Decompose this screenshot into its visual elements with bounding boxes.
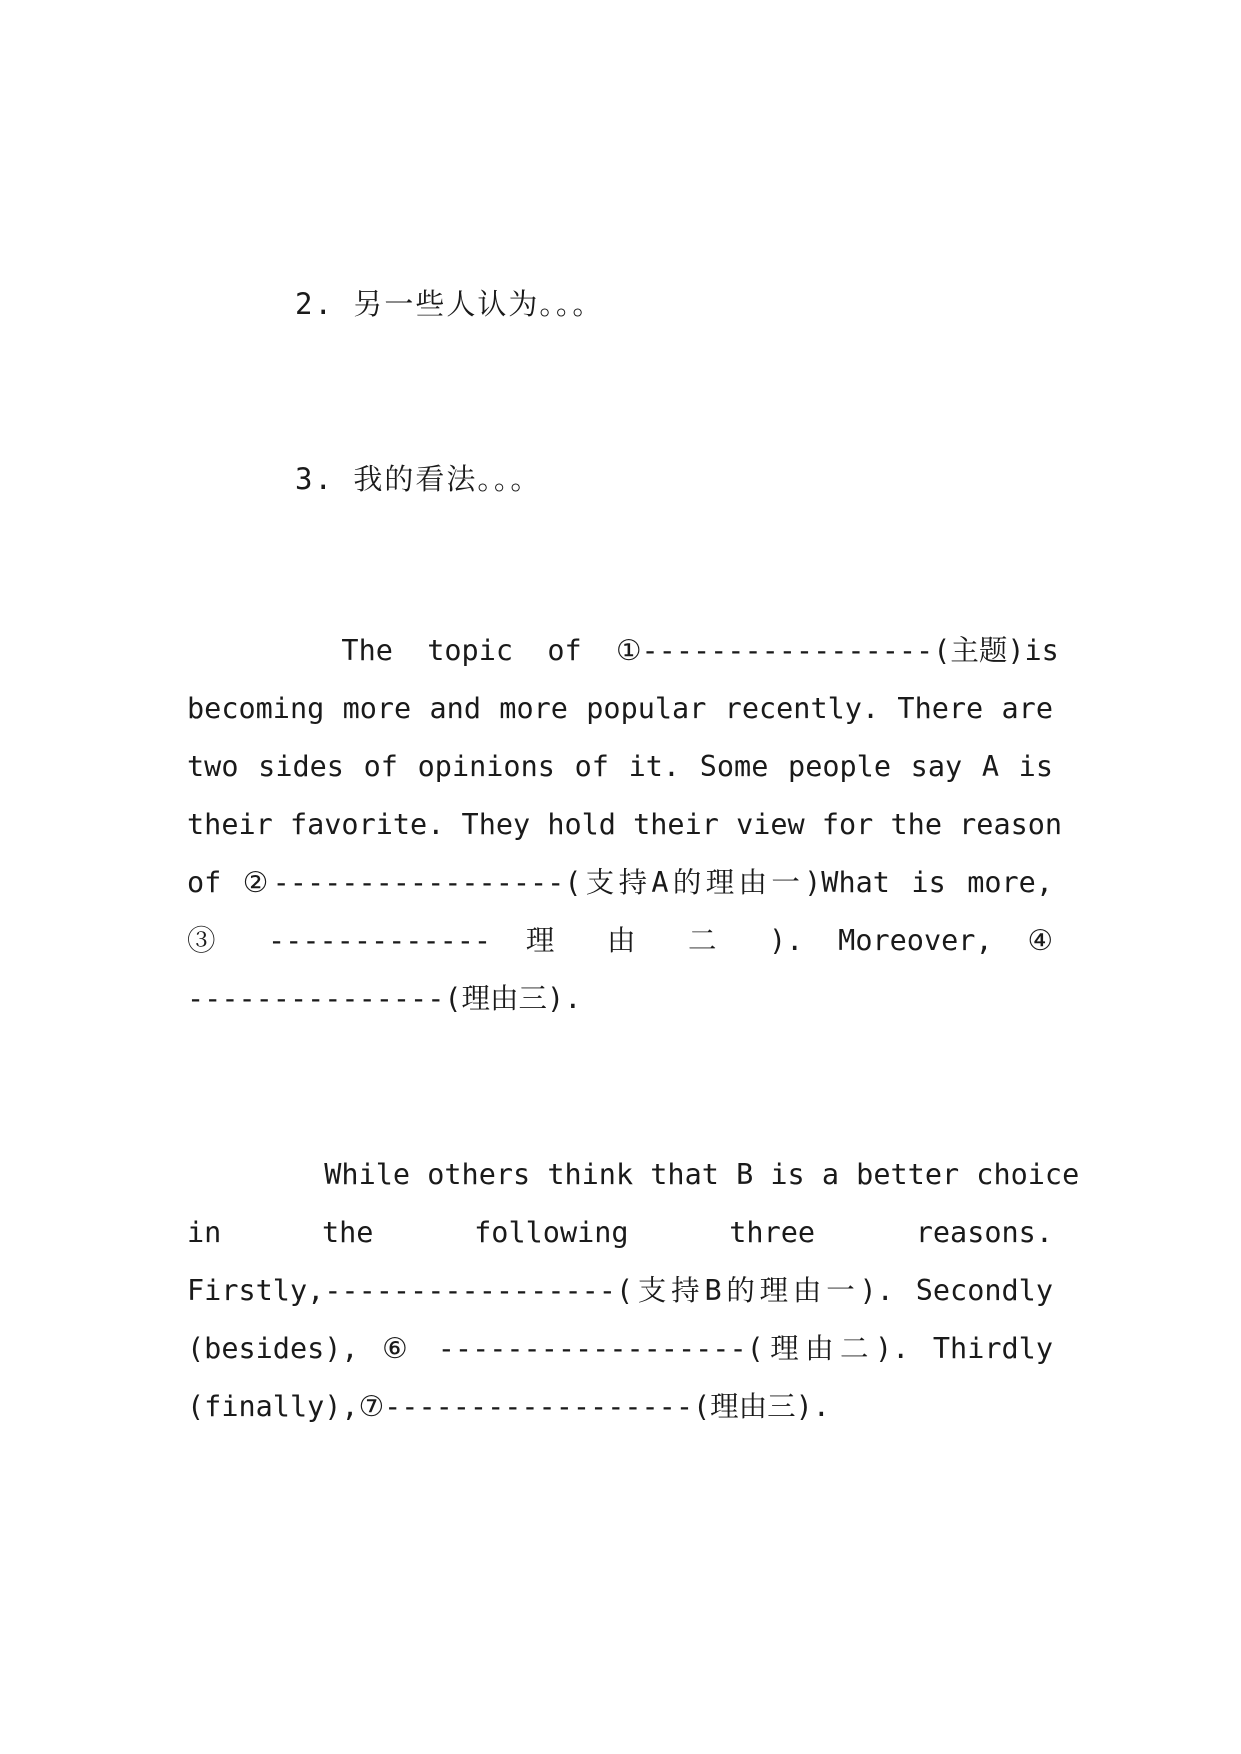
paragraph-2 bbox=[187, 1146, 1080, 1436]
paragraph-1 bbox=[187, 622, 1063, 1028]
paragraph-1-line: two sides of opinions of it. Some people say A is bbox=[187, 750, 1053, 783]
paragraph-1-line: ---------------(理由三). bbox=[187, 982, 582, 1015]
paragraph-1-line: The topic of ①-----------------(主题)is bbox=[187, 634, 1059, 667]
paragraph-2-line: Firstly,-----------------(支持B的理由一). Secondly bbox=[187, 1274, 1053, 1307]
list-item-2: 2. 另一些人认为。。。 bbox=[295, 287, 604, 321]
paragraph-2-line: (finally),⑦------------------(理由三). bbox=[187, 1390, 830, 1423]
paragraph-1-line: ③ ------------- 理 由 二 ). Moreover, ④ bbox=[187, 924, 1053, 957]
paragraph-1-line: becoming more and more popular recently. There are bbox=[187, 692, 1053, 725]
paragraph-2-line: in the following three reasons. bbox=[187, 1216, 1053, 1249]
paragraph-1-line: of ②-----------------(支持A的理由一)What is more, bbox=[187, 866, 1053, 899]
paragraph-2-line: (besides), ⑥ ------------------(理由二). Thirdly bbox=[187, 1332, 1053, 1365]
paragraph-1-line: their favorite. They hold their view for the reason bbox=[187, 808, 1063, 841]
paragraph-2-line: While others think that B is a better choice bbox=[187, 1158, 1080, 1191]
list-item-3: 3. 我的看法。。。 bbox=[295, 462, 542, 496]
